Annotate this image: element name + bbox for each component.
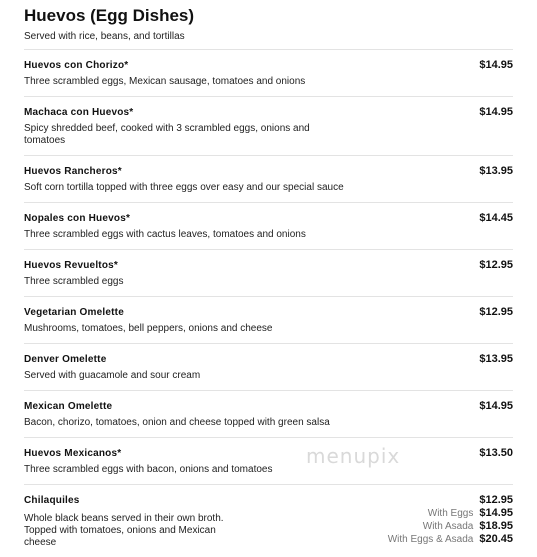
item-option — [388, 507, 513, 520]
item-price: $12.95 — [479, 494, 513, 506]
option-label: With Asada — [422, 521, 474, 532]
item-description: Bacon, chorizo, tomatoes, onion and cheese topped with green salsa — [24, 417, 330, 428]
item-name: Huevos Rancheros* — [24, 166, 122, 177]
item-description: Three scrambled eggs — [24, 276, 124, 287]
watermark-logo: menupix — [306, 444, 401, 468]
item-description: Soft corn tortilla topped with three eggs over easy and our special sauce — [24, 182, 344, 193]
item-name: Machaca con Huevos* — [24, 107, 134, 118]
section-title: Huevos (Egg Dishes) — [24, 6, 195, 25]
item-name: Huevos Revueltos* — [24, 260, 118, 271]
item-price: $14.45 — [479, 212, 513, 224]
item-description: Spicy shredded beef, cooked with 3 scrambled eggs, onions and tomatoes — [24, 123, 310, 146]
item-name: Denver Omelette — [24, 354, 107, 365]
option-price: $18.95 — [479, 520, 513, 532]
item-description: Three scrambled eggs with cactus leaves, tomatoes and onions — [24, 229, 306, 240]
menu-section — [24, 6, 513, 557]
menu-item — [24, 438, 513, 485]
item-description: Three scrambled eggs with bacon, onions and tomatoes — [24, 464, 273, 475]
item-name: Huevos con Chorizo* — [24, 60, 129, 71]
menu-item — [24, 344, 513, 391]
menu-item — [24, 250, 513, 297]
menu-item — [24, 485, 513, 557]
menu-item — [24, 156, 513, 203]
item-price: $12.95 — [479, 259, 513, 271]
item-price: $14.95 — [479, 59, 513, 71]
item-price: $12.95 — [479, 306, 513, 318]
item-name: Mexican Omelette — [24, 401, 113, 412]
item-options — [388, 507, 513, 546]
item-description: Mushrooms, tomatoes, bell peppers, onions and cheese — [24, 323, 273, 334]
menu-item — [24, 97, 513, 156]
section-subtitle: Served with rice, beans, and tortillas — [24, 31, 185, 42]
item-description: Served with guacamole and sour cream — [24, 370, 201, 381]
item-price: $13.50 — [479, 447, 513, 459]
item-option — [388, 533, 513, 546]
option-price: $20.45 — [479, 533, 513, 545]
option-price: $14.95 — [479, 507, 513, 519]
menu-item — [24, 297, 513, 344]
menu-item — [24, 203, 513, 250]
item-name: Vegetarian Omelette — [24, 307, 124, 318]
item-name: Nopales con Huevos* — [24, 213, 131, 224]
item-price: $14.95 — [479, 400, 513, 412]
item-name: Chilaquiles — [24, 495, 80, 506]
option-label: With Eggs — [427, 508, 474, 519]
item-price: $13.95 — [479, 353, 513, 365]
item-name: Huevos Mexicanos* — [24, 448, 122, 459]
item-description: Three scrambled eggs, Mexican sausage, tomatoes and onions — [24, 76, 306, 87]
item-price: $13.95 — [479, 165, 513, 177]
option-label: With Eggs & Asada — [387, 534, 474, 545]
item-option — [388, 520, 513, 533]
item-price: $14.95 — [479, 106, 513, 118]
menu-item — [24, 391, 513, 438]
item-description: Whole black beans served in their own broth. Topped with tomatoes, onions and Mexican cheese — [24, 513, 224, 548]
menu-item — [24, 49, 513, 97]
